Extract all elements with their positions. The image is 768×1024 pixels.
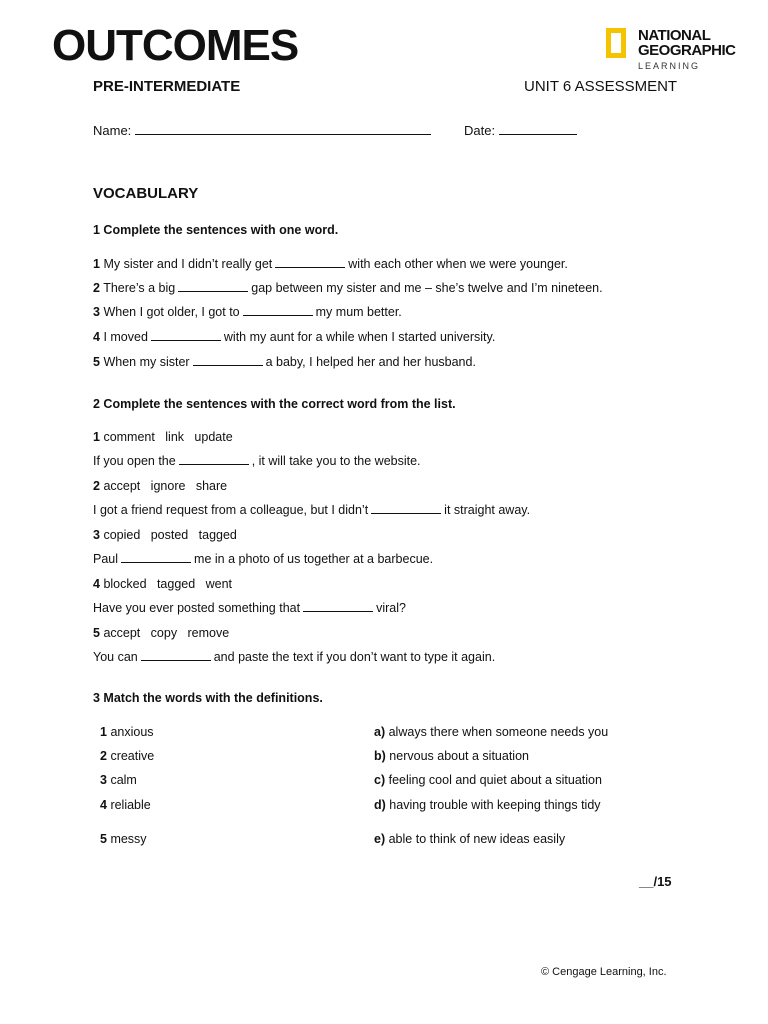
sentence-start: When my sister [103,355,190,369]
ex2-options [93,479,227,493]
definition-letter: c) [374,773,386,787]
match-definition [374,725,608,739]
item-number: 1 [93,257,100,271]
sentence-end: and paste the text if you don’t want to type it again. [213,650,496,664]
item-number: 5 [100,832,107,846]
word-options: comment link update [103,430,233,444]
match-definition [374,832,565,846]
answer-blank[interactable] [193,355,263,366]
answer-blank[interactable] [275,257,345,268]
word-options: copied posted tagged [103,528,237,542]
sentence-end: with my aunt for a while when I started university. [223,330,496,344]
answer-blank[interactable] [243,305,313,316]
sentence-end: with each other when we were younger. [348,257,568,271]
answer-blank[interactable] [121,552,191,563]
word-text: calm [110,773,137,787]
sentence-end: gap between my sister and me – she’s twelve and I’m nineteen. [251,281,603,295]
word-text: reliable [110,798,151,812]
item-number: 3 [93,305,100,319]
item-number: 5 [93,355,100,369]
answer-blank[interactable] [303,601,373,612]
ex2-sentence [93,601,406,615]
item-number: 1 [100,725,107,739]
sentence-end: it straight away. [444,503,531,517]
definition-text: nervous about a situation [389,749,529,763]
item-number: 3 [100,773,107,787]
item-number: 2 [100,749,107,763]
sentence-start: Paul [93,552,119,566]
sentence-end: viral? [376,601,406,615]
definition-letter: b) [374,749,386,763]
answer-blank[interactable] [151,330,221,341]
ex2-options [93,528,237,542]
ex2-options [93,626,229,640]
ex2-sentence [93,650,495,664]
sentence-start: I got a friend request from a colleague, but I didn’t [93,503,369,517]
answer-blank[interactable] [371,503,441,514]
ex1-instruction: 1 Complete the sentences with one word. [93,223,339,237]
sentence-end: my mum better. [315,305,402,319]
item-number: 5 [93,626,100,640]
ex2-sentence [93,503,530,517]
sentence-start: When I got older, I got to [103,305,240,319]
date-line[interactable] [499,124,577,135]
section-title: VOCABULARY [93,185,199,202]
definition-text: always there when someone needs you [388,725,609,739]
definition-text: able to think of new ideas easily [388,832,566,846]
match-word [100,773,137,787]
date-field[interactable] [464,123,577,138]
match-definition [374,773,602,787]
publisher-sub: LEARNING [638,61,701,71]
word-text: anxious [110,725,154,739]
sentence-end: , it will take you to the website. [251,454,421,468]
sentence-start: Have you ever posted something that [93,601,301,615]
outcomes-logo: OUTCOMES [52,21,299,70]
publisher-name [638,28,768,58]
answer-blank[interactable] [178,281,248,292]
ex3-instruction: 3 Match the words with the definitions. [93,691,323,705]
name-field[interactable] [93,123,431,138]
answer-blank[interactable] [179,454,249,465]
sentence-start: My sister and I didn’t really get [103,257,273,271]
name-label: Name: [93,123,132,138]
ex2-options [93,430,233,444]
match-word [100,749,154,763]
sentence-end: me in a photo of us together at a barbecue. [194,552,434,566]
item-number: 2 [93,281,100,295]
definition-letter: a) [374,725,386,739]
yellow-border-icon [606,28,626,58]
definition-text: having trouble with keeping things tidy [389,798,601,812]
sentence-start: I moved [103,330,148,344]
item-number: 2 [93,479,100,493]
ex1-item [93,330,495,344]
match-definition [374,798,601,812]
unit-label: UNIT 6 ASSESSMENT [524,78,678,95]
word-text: creative [110,749,155,763]
item-number: 4 [93,577,100,591]
copyright-footer: © Cengage Learning, Inc. [541,966,667,978]
sentence-start: There’s a big [103,281,176,295]
item-number: 1 [93,430,100,444]
word-text: messy [110,832,147,846]
word-options: accept ignore share [103,479,228,493]
ex2-sentence [93,552,433,566]
match-word [100,832,147,846]
word-options: accept copy remove [103,626,230,640]
match-word [100,725,154,739]
match-word [100,798,151,812]
ex1-item [93,281,603,295]
ex2-instruction: 2 Complete the sentences with the correct word from the list. [93,397,456,411]
ex1-item [93,257,568,271]
ex2-options [93,577,232,591]
sentence-start: You can [93,650,138,664]
match-definition [374,749,529,763]
word-options: blocked tagged went [103,577,232,591]
definition-letter: d) [374,798,386,812]
item-number: 3 [93,528,100,542]
publisher-line1: NATIONAL [638,27,711,44]
name-line[interactable] [135,124,431,135]
publisher-line2: GEOGRAPHIC [638,42,736,59]
ex2-sentence [93,454,421,468]
answer-blank[interactable] [141,650,211,661]
sentence-end: a baby, I helped her and her husband. [265,355,476,369]
level-label: PRE-INTERMEDIATE [93,78,241,95]
item-number: 4 [93,330,100,344]
item-number: 4 [100,798,107,812]
definition-text: feeling cool and quiet about a situation [388,773,602,787]
ex1-item [93,305,402,319]
definition-letter: e) [374,832,386,846]
score-box: __/15 [639,874,672,889]
ex1-item [93,355,476,369]
sentence-start: If you open the [93,454,176,468]
date-label: Date: [464,123,496,138]
